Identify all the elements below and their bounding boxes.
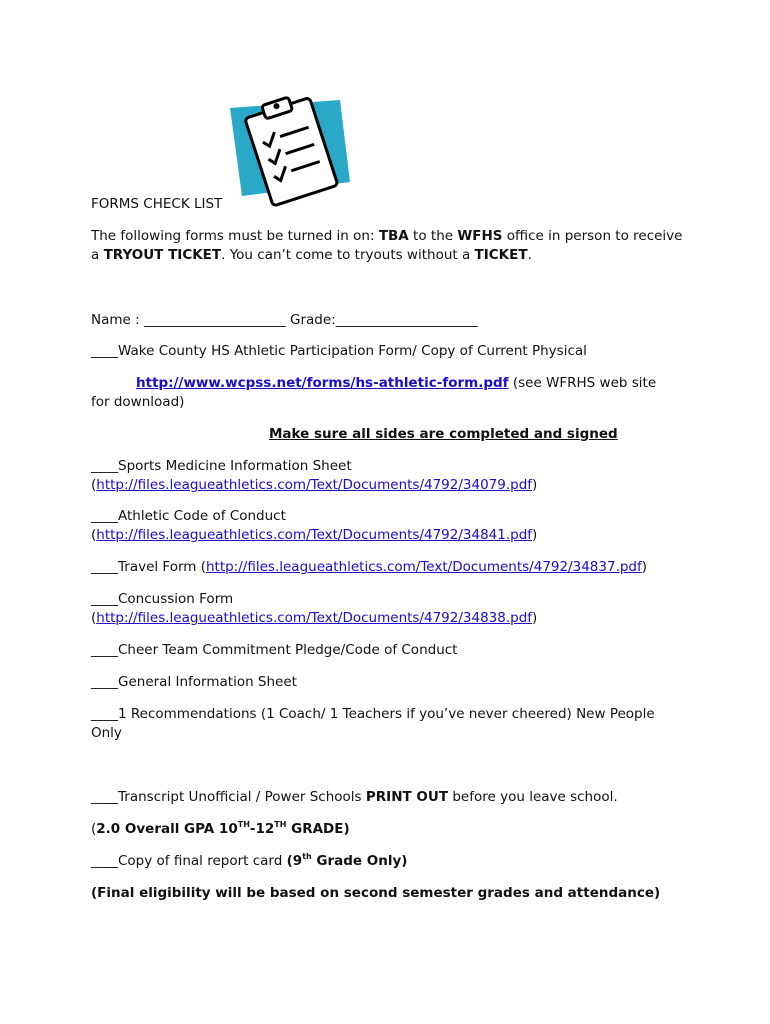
concussion-link[interactable]: http://files.leagueathletics.com/Text/Documents/4792/34838.pdf xyxy=(96,610,533,626)
item-wake-county: ____Wake County HS Athletic Participation Form/ Copy of Current Physical xyxy=(91,343,587,359)
code-link[interactable]: http://files.leagueathletics.com/Text/Documents/4792/34841.pdf xyxy=(96,527,533,543)
item-transcript: ____Transcript Unofficial / Power Schools PRINT OUT before you leave school. xyxy=(91,789,618,805)
name-grade-line: Name : _____________________ Grade:_____________________ xyxy=(91,312,478,328)
item-general-info: ____General Information Sheet xyxy=(91,674,297,690)
sports-med-link-line: (http://files.leagueathletics.com/Text/Documents/4792/34079.pdf) xyxy=(91,477,538,493)
item-travel-form: ____Travel Form (http://files.leagueathletics.com/Text/Documents/4792/34837.pdf) xyxy=(91,559,648,575)
item-code-of-conduct: ____Athletic Code of Conduct xyxy=(91,508,286,524)
sides-note: Make sure all sides are completed and signed xyxy=(269,426,618,442)
concussion-link-line: (http://files.leagueathletics.com/Text/Documents/4792/34838.pdf) xyxy=(91,610,538,626)
gpa-requirement: (2.0 Overall GPA 10TH-12TH GRADE) xyxy=(91,820,350,837)
page-title: FORMS CHECK LIST xyxy=(91,196,223,212)
wake-form-link[interactable]: http://www.wcpss.net/forms/hs-athletic-form.pdf xyxy=(136,375,509,391)
sports-med-link[interactable]: http://files.leagueathletics.com/Text/Documents/4792/34079.pdf xyxy=(96,477,533,493)
item-recommendations: ____1 Recommendations (1 Coach/ 1 Teachers if you’ve never cheered) New People Only xyxy=(91,706,655,741)
travel-link[interactable]: http://files.leagueathletics.com/Text/Documents/4792/34837.pdf xyxy=(206,559,642,575)
code-link-line: (http://files.leagueathletics.com/Text/Documents/4792/34841.pdf) xyxy=(91,527,538,543)
item-sports-medicine: ____Sports Medicine Information Sheet xyxy=(91,458,352,474)
item-report-card: ____Copy of final report card (9th Grade Only) xyxy=(91,852,408,869)
item-concussion-form: ____Concussion Form xyxy=(91,591,234,607)
intro-paragraph: The following forms must be turned in on: TBA to the WFHS office in person to receive a TRYOUT TICKET. You can’t come to tryouts without a TICKET. xyxy=(91,228,683,263)
item-cheer-pledge: ____Cheer Team Commitment Pledge/Code of Conduct xyxy=(91,642,458,658)
wake-link-line: http://www.wcpss.net/forms/hs-athletic-form.pdf (see WFRHS web site xyxy=(136,375,657,391)
clipboard-checklist-icon xyxy=(228,96,354,208)
final-eligibility-note: (Final eligibility will be based on second semester grades and attendance) xyxy=(91,885,661,901)
wake-note-line: for download) xyxy=(91,394,185,410)
